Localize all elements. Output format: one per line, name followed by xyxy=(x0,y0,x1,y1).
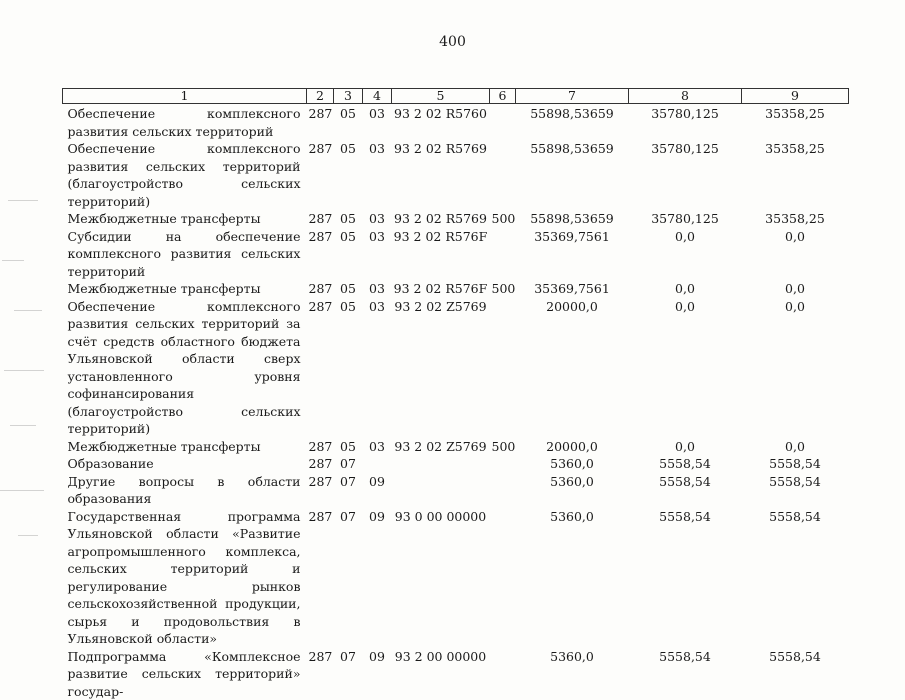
header-col-4: 4 xyxy=(363,89,392,104)
row-name: Обеспечение комплексного развития сельских территорий xyxy=(63,104,307,141)
table-row xyxy=(63,473,849,508)
row-section: 07 xyxy=(334,648,363,700)
row-section: 07 xyxy=(334,473,363,508)
row-amount-1: 20000,0 xyxy=(516,298,629,438)
row-target-code: 93 2 02 Z5769 xyxy=(392,298,490,438)
row-amount-3: 0,0 xyxy=(742,280,849,298)
header-col-1: 1 xyxy=(63,89,307,104)
header-col-3: 3 xyxy=(334,89,363,104)
row-amount-3: 35358,25 xyxy=(742,140,849,210)
row-name: Межбюджетные трансферты xyxy=(63,438,307,456)
table-row xyxy=(63,438,849,456)
row-amount-1: 5360,0 xyxy=(516,648,629,700)
row-expense-type xyxy=(490,140,516,210)
row-target-code: 93 2 02 R5769 xyxy=(392,140,490,210)
row-name: Образование xyxy=(63,455,307,473)
row-amount-3: 0,0 xyxy=(742,298,849,438)
row-amount-2: 0,0 xyxy=(629,280,742,298)
row-ministry: 287 xyxy=(307,298,334,438)
row-expense-type xyxy=(490,298,516,438)
row-ministry: 287 xyxy=(307,455,334,473)
row-amount-2: 5558,54 xyxy=(629,508,742,648)
row-expense-type xyxy=(490,508,516,648)
header-col-6: 6 xyxy=(490,89,516,104)
row-amount-2: 5558,54 xyxy=(629,473,742,508)
header-col-8: 8 xyxy=(629,89,742,104)
row-amount-2: 35780,125 xyxy=(629,210,742,228)
row-amount-3: 5558,54 xyxy=(742,455,849,473)
row-expense-type xyxy=(490,455,516,473)
table-row xyxy=(63,280,849,298)
row-amount-3: 0,0 xyxy=(742,228,849,281)
row-amount-1: 55898,53659 xyxy=(516,140,629,210)
row-name: Государственная программа Ульяновской области «Развитие агропромышленного комплекса, сельских территорий и регулирование рынков сельскохозяйственной продукции, сырья и продовольствия в Ульяновской области» xyxy=(63,508,307,648)
row-section: 05 xyxy=(334,210,363,228)
row-ministry: 287 xyxy=(307,438,334,456)
table-row xyxy=(63,228,849,281)
table-row xyxy=(63,508,849,648)
row-amount-1: 5360,0 xyxy=(516,508,629,648)
row-subsection: 09 xyxy=(363,473,392,508)
row-name: Межбюджетные трансферты xyxy=(63,280,307,298)
row-subsection: 03 xyxy=(363,104,392,141)
table-row xyxy=(63,455,849,473)
row-ministry: 287 xyxy=(307,140,334,210)
row-name: Подпрограмма «Комплексное развитие сельских территорий» государ- xyxy=(63,648,307,700)
row-subsection: 03 xyxy=(363,210,392,228)
row-ministry: 287 xyxy=(307,473,334,508)
row-amount-2: 35780,125 xyxy=(629,140,742,210)
row-section: 07 xyxy=(334,508,363,648)
row-amount-1: 55898,53659 xyxy=(516,104,629,141)
row-subsection: 03 xyxy=(363,280,392,298)
row-ministry: 287 xyxy=(307,210,334,228)
row-target-code: 93 2 02 R576F xyxy=(392,280,490,298)
row-name: Обеспечение комплексного развития сельских территорий за счёт средств областного бюджета Ульяновской области сверх установленного уровня софинансирования (благоустройство сельских территорий) xyxy=(63,298,307,438)
row-target-code: 93 2 02 R5760 xyxy=(392,104,490,141)
row-amount-1: 35369,7561 xyxy=(516,280,629,298)
row-target-code: 93 2 02 R5769 xyxy=(392,210,490,228)
row-expense-type xyxy=(490,104,516,141)
header-col-5: 5 xyxy=(392,89,490,104)
row-subsection: 09 xyxy=(363,648,392,700)
row-subsection: 03 xyxy=(363,228,392,281)
row-amount-1: 35369,7561 xyxy=(516,228,629,281)
row-amount-3: 5558,54 xyxy=(742,648,849,700)
row-section: 05 xyxy=(334,140,363,210)
row-amount-1: 55898,53659 xyxy=(516,210,629,228)
row-subsection: 03 xyxy=(363,438,392,456)
row-target-code xyxy=(392,455,490,473)
row-ministry: 287 xyxy=(307,228,334,281)
row-expense-type: 500 xyxy=(490,280,516,298)
row-section: 05 xyxy=(334,104,363,141)
row-amount-2: 35780,125 xyxy=(629,104,742,141)
row-amount-2: 5558,54 xyxy=(629,648,742,700)
row-target-code: 93 2 00 00000 xyxy=(392,648,490,700)
row-name: Другие вопросы в области образования xyxy=(63,473,307,508)
row-target-code: 93 0 00 00000 xyxy=(392,508,490,648)
row-subsection: 03 xyxy=(363,140,392,210)
scan-artifacts xyxy=(0,190,58,590)
row-section: 05 xyxy=(334,228,363,281)
table-row xyxy=(63,140,849,210)
row-expense-type: 500 xyxy=(490,210,516,228)
row-name: Субсидии на обеспечение комплексного развития сельских территорий xyxy=(63,228,307,281)
table-row xyxy=(63,104,849,141)
row-subsection: 09 xyxy=(363,508,392,648)
table-header xyxy=(63,89,849,104)
table-row xyxy=(63,210,849,228)
row-amount-1: 20000,0 xyxy=(516,438,629,456)
budget-table xyxy=(62,88,849,700)
row-amount-3: 35358,25 xyxy=(742,210,849,228)
row-section: 07 xyxy=(334,455,363,473)
header-col-2: 2 xyxy=(307,89,334,104)
row-subsection: 03 xyxy=(363,298,392,438)
row-ministry: 287 xyxy=(307,508,334,648)
row-amount-2: 5558,54 xyxy=(629,455,742,473)
row-section: 05 xyxy=(334,298,363,438)
row-amount-2: 0,0 xyxy=(629,228,742,281)
row-amount-3: 5558,54 xyxy=(742,508,849,648)
row-section: 05 xyxy=(334,280,363,298)
row-subsection xyxy=(363,455,392,473)
row-target-code: 93 2 02 Z5769 xyxy=(392,438,490,456)
header-col-7: 7 xyxy=(516,89,629,104)
row-amount-3: 35358,25 xyxy=(742,104,849,141)
row-name: Межбюджетные трансферты xyxy=(63,210,307,228)
table-row xyxy=(63,648,849,700)
row-amount-2: 0,0 xyxy=(629,298,742,438)
row-ministry: 287 xyxy=(307,648,334,700)
row-section: 05 xyxy=(334,438,363,456)
table-row xyxy=(63,298,849,438)
row-expense-type: 500 xyxy=(490,438,516,456)
row-amount-1: 5360,0 xyxy=(516,455,629,473)
row-target-code: 93 2 02 R576F xyxy=(392,228,490,281)
row-ministry: 287 xyxy=(307,280,334,298)
row-ministry: 287 xyxy=(307,104,334,141)
row-amount-3: 5558,54 xyxy=(742,473,849,508)
row-amount-1: 5360,0 xyxy=(516,473,629,508)
row-expense-type xyxy=(490,228,516,281)
row-target-code xyxy=(392,473,490,508)
page-number: 400 xyxy=(0,34,905,50)
row-amount-3: 0,0 xyxy=(742,438,849,456)
header-col-9: 9 xyxy=(742,89,849,104)
row-amount-2: 0,0 xyxy=(629,438,742,456)
row-expense-type xyxy=(490,473,516,508)
row-expense-type xyxy=(490,648,516,700)
row-name: Обеспечение комплексного развития сельских территорий (благоустройство сельских территорий) xyxy=(63,140,307,210)
